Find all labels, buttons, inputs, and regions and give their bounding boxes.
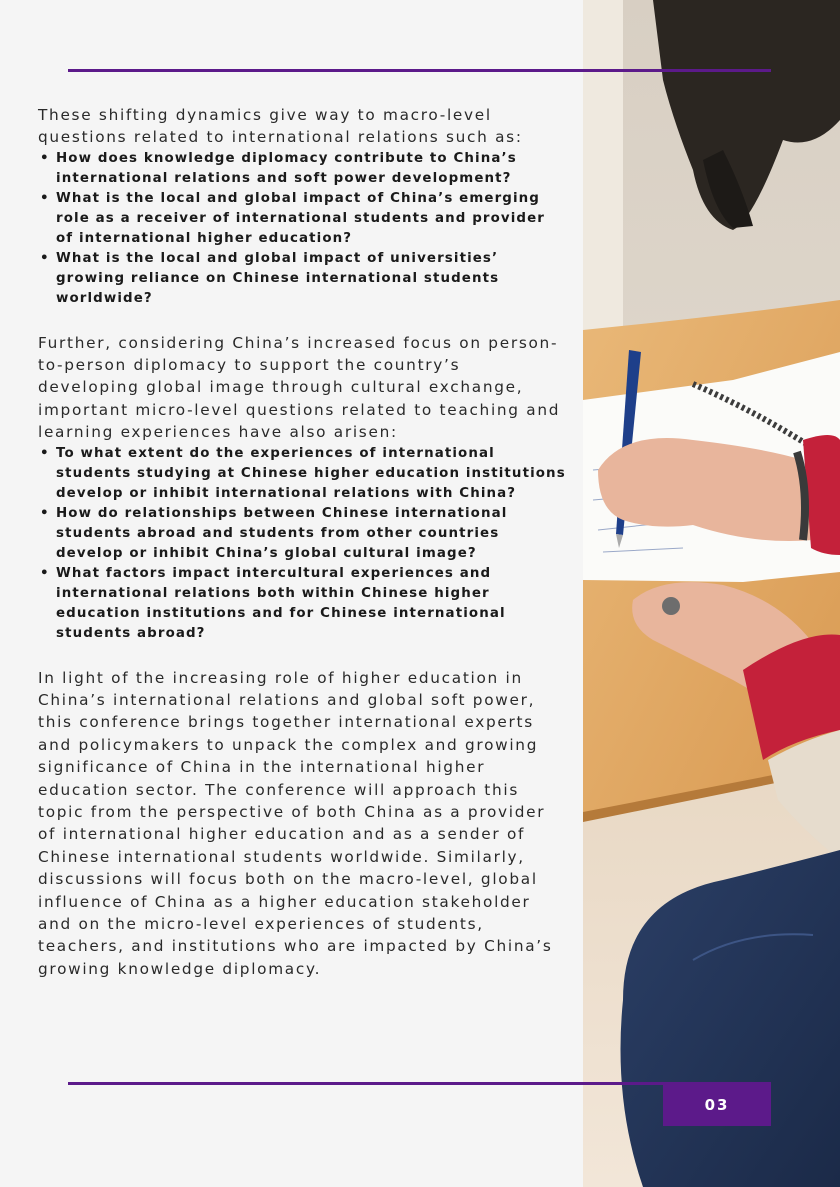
top-divider-line (68, 69, 771, 72)
list-item: • How do relationships between Chinese international students abroad and students from other countries develop or inhibit China’s global cultural image? (38, 504, 566, 564)
body-text (38, 104, 566, 980)
list-item: • What is the local and global impact of China’s emerging role as a receiver of international students and provider of international higher education? (38, 189, 566, 249)
intro-paragraph: These shifting dynamics give way to macro-level questions related to international relations such as: (38, 106, 523, 147)
list-item: • How does knowledge diplomacy contribute to China’s international relations and soft power development? (38, 149, 566, 189)
list-item: • To what extent do the experiences of international students studying at Chinese higher education institutions develop or inhibit international relations with China? (38, 444, 566, 504)
student-writing-photo (583, 0, 840, 1187)
micro-questions-list (38, 444, 566, 645)
page-number-badge: 03 (663, 1084, 771, 1126)
list-item: • What factors impact intercultural experiences and international relations both within Chinese higher education institutions and for Chinese international students abroad? (38, 564, 566, 644)
closing-paragraph: In light of the increasing role of higher education in China’s international relations and global soft power, this conference brings together international experts and policymakers to unpack the complex and growing significance of China in the international higher education sector. The conference will approach this topic from the perspective of both China as a provider of international higher education and as a sender of Chinese international students worldwide. Similarly, discussions will focus both on the macro-level, global influence of China as a higher education stakeholder and on the micro-level experiences of students, teachers, and institutions who are impacted by China’s growing knowledge diplomacy. (38, 668, 553, 978)
micro-paragraph: Further, considering China’s increased focus on person-to-person diplomacy to support the country’s developing global image through cultural exchange, important micro-level questions related to teaching and learning experiences have also arisen: (38, 333, 561, 442)
macro-questions-list (38, 149, 566, 310)
list-item: • What is the local and global impact of universities’ growing reliance on Chinese international students worldwide? (38, 249, 566, 309)
